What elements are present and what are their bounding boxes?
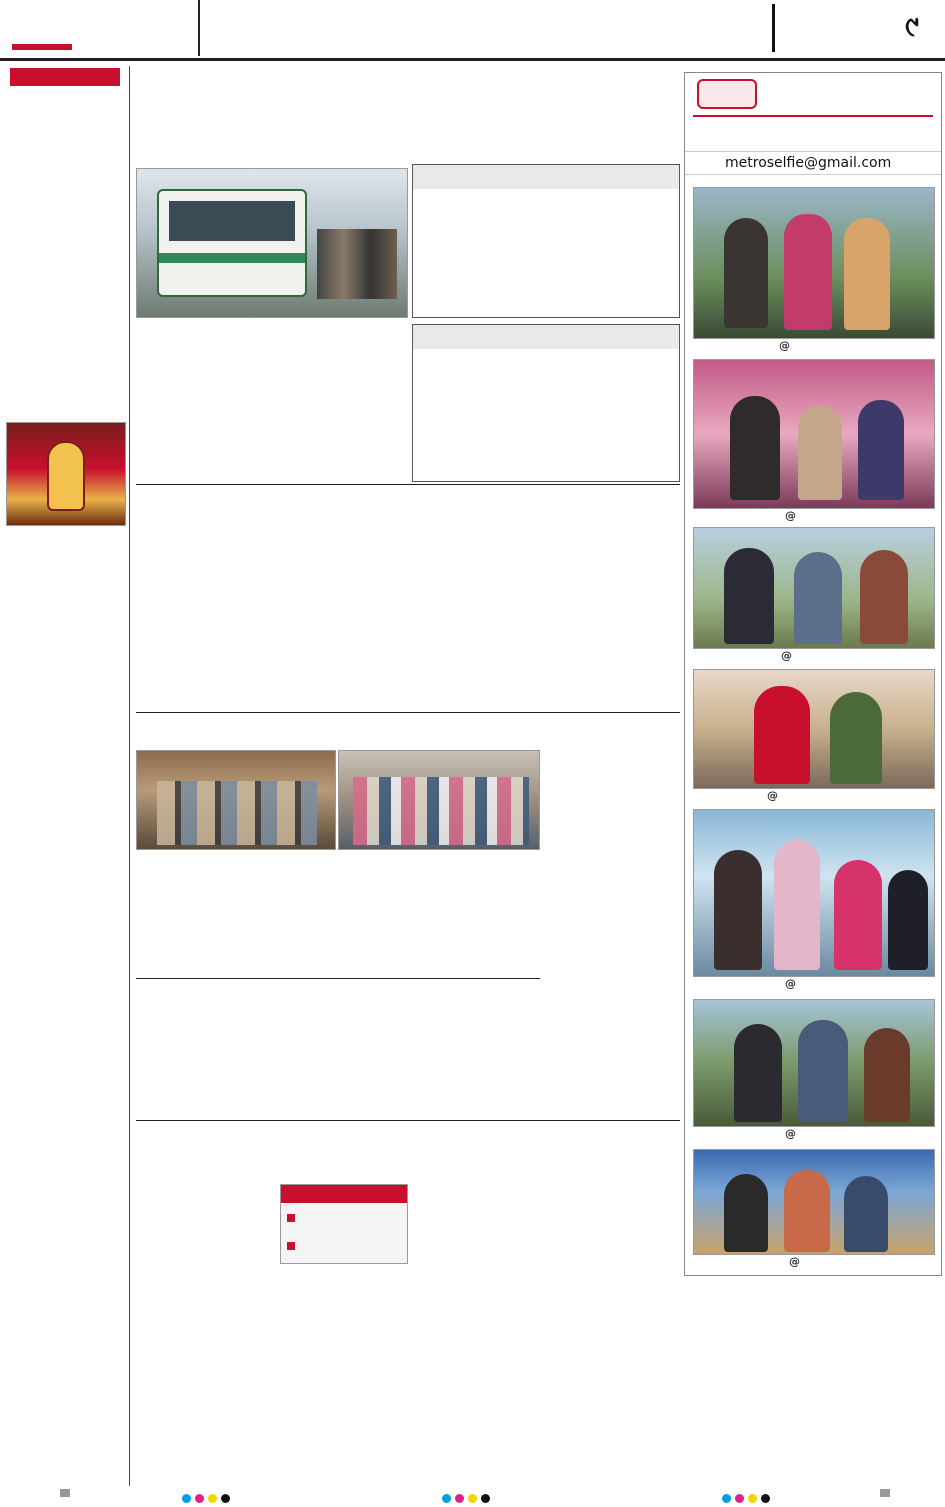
cmyk-dots-1 — [180, 1488, 232, 1507]
selfie-name-6: @ — [785, 1127, 796, 1140]
masthead — [0, 0, 945, 70]
person-3b — [794, 552, 842, 644]
left-sidebar — [0, 66, 130, 1486]
selfie-name-2: @ — [785, 509, 796, 522]
selfie-photo-7 — [693, 1149, 935, 1255]
selfie-name-3: @ — [781, 649, 792, 662]
masthead-teaser — [257, 2, 767, 56]
idol-figure — [47, 441, 85, 511]
dot-magenta — [455, 1494, 464, 1503]
body-cremation-body — [686, 1328, 942, 1482]
khurda-rural-body — [417, 193, 677, 317]
divider-1 — [136, 484, 680, 485]
people-group — [317, 229, 397, 299]
person-6b — [798, 1020, 848, 1122]
masthead-divider — [198, 0, 200, 56]
selfie-banner-red-bar — [693, 115, 933, 117]
vijaya-ratha-body — [544, 528, 680, 708]
dot-yellow — [748, 1494, 757, 1503]
selfie-name-1: @ — [779, 339, 790, 352]
factbox-bullet-2 — [287, 1242, 295, 1250]
bus-stripe — [159, 253, 305, 263]
collector-photo-2 — [338, 750, 540, 850]
factbox-title — [281, 1185, 407, 1203]
factbox-item-1 — [287, 1209, 403, 1233]
divider-3 — [136, 978, 540, 979]
gray-bar-right — [880, 1489, 890, 1497]
divider-2 — [136, 712, 680, 713]
bus-shape — [157, 189, 307, 297]
people-row-1 — [157, 781, 317, 845]
person-6a — [734, 1024, 782, 1122]
sidebar-story-4-headline — [4, 1168, 128, 1212]
selfie-name-4: @ — [767, 789, 778, 802]
teachers-vaccine-body — [136, 540, 536, 708]
section-tab — [772, 4, 940, 52]
lead-body — [136, 346, 406, 482]
logo-red-bar — [12, 44, 72, 50]
selfie-photo-1 — [693, 187, 935, 339]
corona-warrior-body — [136, 880, 536, 976]
dot-cyan — [442, 1494, 451, 1503]
masthead-bottom-rule — [0, 58, 945, 61]
dot-magenta — [195, 1494, 204, 1503]
phone-icon — [697, 79, 757, 109]
online-class-factbox — [280, 1184, 408, 1264]
person-1a — [724, 218, 768, 328]
shops-sealed-body — [136, 1004, 536, 1116]
person-3a — [724, 548, 774, 644]
dot-magenta — [735, 1494, 744, 1503]
cmyk-dots-3 — [720, 1488, 772, 1507]
dot-cyan — [182, 1494, 191, 1503]
dot-black — [221, 1494, 230, 1503]
newspaper-logo — [6, 2, 196, 52]
khurda-active-title-bar — [413, 325, 679, 349]
corona-awareness-body — [544, 772, 680, 1118]
person-7a — [724, 1174, 768, 1252]
factbox-bullet-1 — [287, 1214, 295, 1222]
khurda-rural-box — [412, 164, 680, 318]
person-3c — [860, 550, 908, 644]
dot-yellow — [468, 1494, 477, 1503]
selfie-photo-6 — [693, 999, 935, 1127]
online-class-body — [136, 1272, 676, 1482]
dot-black — [761, 1494, 770, 1503]
page-number: ୯ — [905, 10, 919, 43]
selfie-name-5: @ — [785, 977, 796, 990]
person-5b — [774, 840, 820, 970]
person-5a — [714, 850, 762, 970]
bus-windshield — [169, 201, 295, 241]
selfie-name-7: @ — [789, 1255, 800, 1268]
factbox-item-2 — [287, 1237, 403, 1261]
person-1b — [784, 214, 832, 330]
collector-photo-1 — [136, 750, 336, 850]
person-5d — [888, 870, 928, 970]
selfie-email-bar — [685, 151, 941, 175]
sidebar-story-3-headline — [4, 836, 128, 880]
khurda-active-box — [412, 324, 680, 482]
person-4b — [830, 692, 882, 784]
selfie-photo-3 — [693, 527, 935, 649]
person-7b — [784, 1170, 830, 1252]
sidebar-story-3-body — [4, 886, 126, 1076]
selfie-photo-5 — [693, 809, 935, 977]
person-5c — [834, 860, 882, 970]
person-2c — [858, 400, 904, 500]
selfie-column — [684, 72, 942, 1276]
selfie-photo-2 — [693, 359, 935, 509]
person-6c — [864, 1028, 910, 1122]
selfie-photo-4 — [693, 669, 935, 789]
sidebar-section-label — [10, 68, 120, 86]
khurda-rural-title-bar — [413, 165, 679, 189]
sidebar-story-2-headline — [4, 378, 128, 416]
gray-bar-left — [60, 1489, 70, 1497]
person-2b — [798, 406, 842, 500]
lead-bus-photo — [136, 168, 408, 318]
registration-marks — [0, 1486, 945, 1500]
dot-cyan — [722, 1494, 731, 1503]
people-row-2 — [353, 777, 529, 845]
dot-black — [481, 1494, 490, 1503]
sidebar-story-4-body — [4, 1216, 126, 1486]
person-2a — [730, 396, 780, 500]
khurda-active-body — [417, 353, 677, 481]
cmyk-dots-2 — [440, 1488, 492, 1507]
selfie-email: metroselfie@gmail.com — [725, 155, 892, 171]
person-4a — [754, 686, 810, 784]
person-7c — [844, 1176, 888, 1252]
selfie-banner — [685, 73, 941, 183]
dot-yellow — [208, 1494, 217, 1503]
durga-idol-photo — [6, 422, 126, 526]
person-1c — [844, 218, 890, 330]
divider-4 — [136, 1120, 680, 1121]
